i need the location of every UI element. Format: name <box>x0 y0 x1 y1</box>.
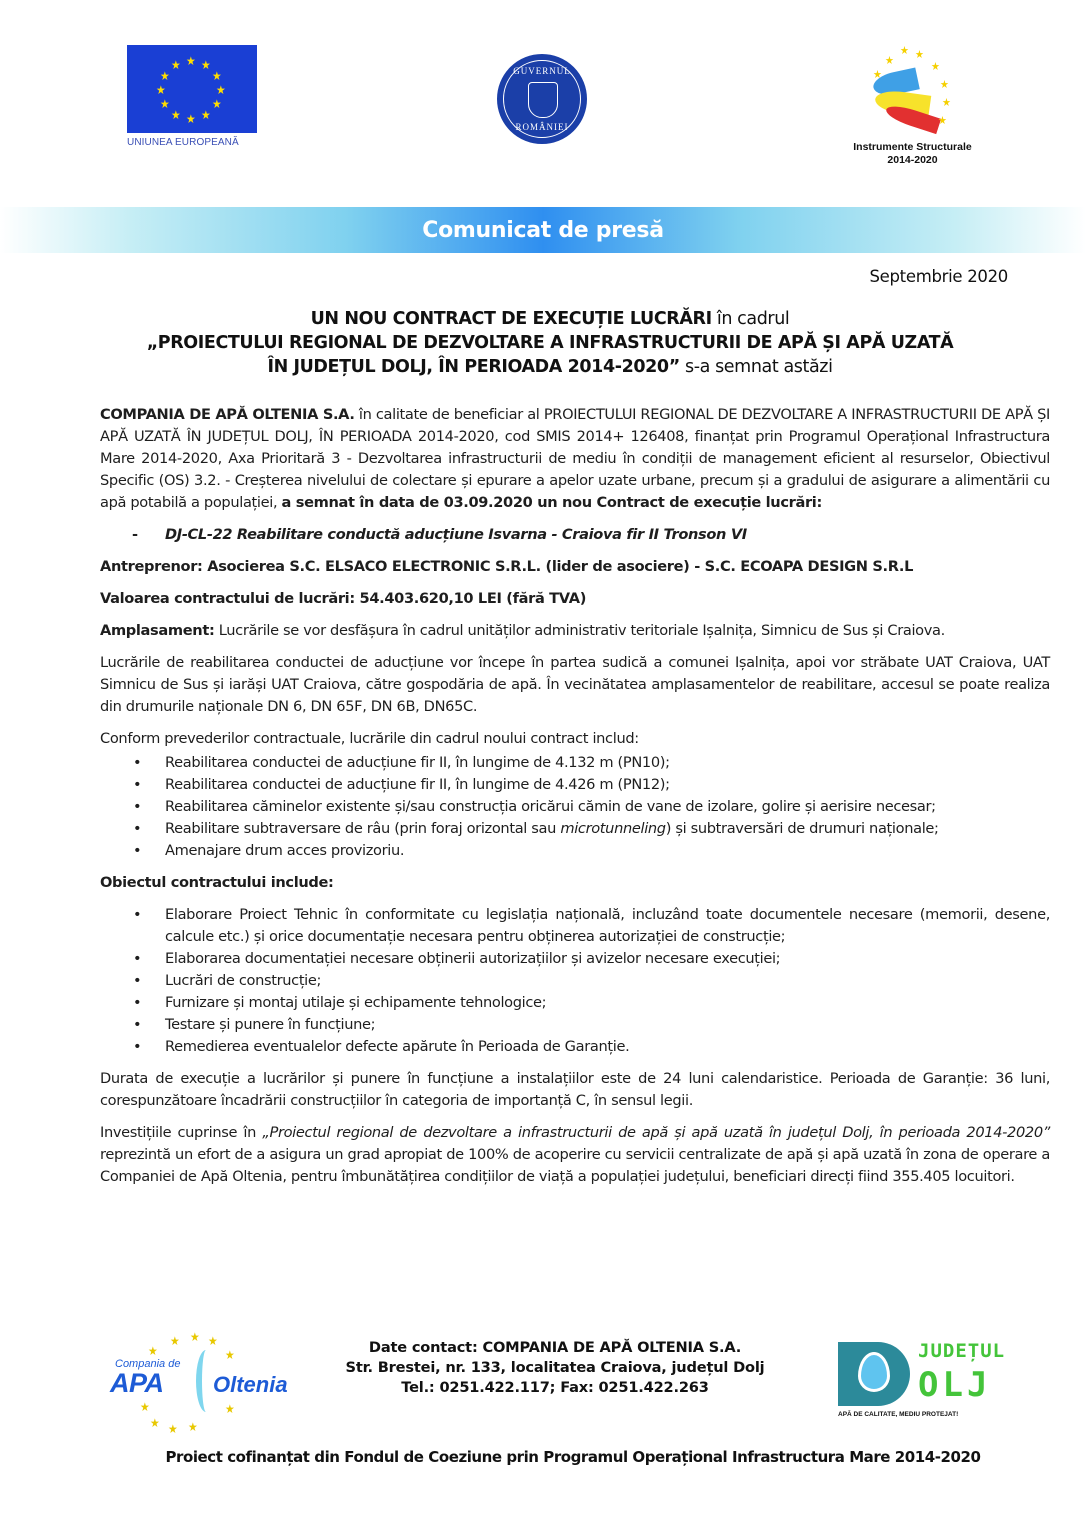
list-item: • Lucrări de construcție; <box>100 970 1050 992</box>
intro-paragraph: COMPANIA DE APĂ OLTENIA S.A. în calitate de beneficiar al PROIECTULUI REGIONAL DE DEZVOLTARE A INFRASTRUCTURII DE APĂ ȘI APĂ UZATĂ ÎN JUDEȚUL DOLJ, ÎN PERIOADA 2014-2020, cod SMIS 2014+ 126408, finanțat prin Programul Operațional Infrastructura Mare 2014-2020, Axa Prioritară 3 - Dezvoltarea infrastructurii de mediu în condiții de management eficient al resurselor, Obiectivul Specific (OS) 3.2. - Creșterea nivelului de colectare și epurare a apelor uzate urbane, precum și a gradului de asigurare a alimentării cu apă potabilă a populației, a semnat în data de 03.09.2020 un nou Contract de execuție lucrări: <box>100 406 1050 511</box>
eu-logo <box>127 45 257 150</box>
judetul-dolj-logo: JUDEȚUL OLJ APĂ DE CALITATE, MEDIU PROTEJAT! <box>838 1340 1006 1418</box>
list-item: • Reabilitarea conductei de aducțiune fir II, în lungime de 4.132 m (PN10); <box>100 752 1050 774</box>
works-list <box>100 752 1050 862</box>
contact-company: Date contact: COMPANIA DE APĂ OLTENIA S.A. <box>368 1339 742 1356</box>
press-release-banner <box>0 207 1086 253</box>
works-intro: Conform prevederilor contractuale, lucrările din cadrul noului contract includ: <box>100 730 639 747</box>
instrumente-structurale-logo <box>845 42 980 182</box>
list-item: • Amenajare drum acces provizoriu. <box>100 840 1050 862</box>
cofinance-note: Proiect cofinanțat din Fondul de Coeziune prin Programul Operațional Infrastructura Mare 2014-2020 <box>165 1448 981 1466</box>
headline: UN NOU CONTRACT DE EXECUȚIE LUCRĂRI în cadrul „PROIECTULUI REGIONAL DE DEZVOLTARE A INFRASTRUCTURII DE APĂ ȘI APĂ UZATĂ ÎN JUDEȚUL DOLJ, ÎN PERIOADA 2014-2020” s-a semnat astăzi <box>146 309 954 377</box>
contract-item: - DJ-CL-22 Reabilitare conductă aducțiune Isvarna - Craiova fir II Tronson VI <box>100 524 1050 546</box>
apa-oltenia-logo: ★ ★ ★ ★ ★ ★ ★ ★ ★ ★ Compania de APA Oltenia <box>110 1330 288 1436</box>
gov-seal-top-text: GUVERNUL <box>513 66 571 76</box>
government-logo <box>497 54 587 144</box>
eu-caption: UNIUNEA EUROPEANĂ <box>127 137 239 148</box>
route-paragraph: Lucrările de reabilitarea conductei de aducțiune vor începe în partea sudică a comunei Ișalnița, apoi vor străbate UAT Craiova, UAT Simnicu de Sus și iarăși UAT Craiova, către gospodăria de apă. În vecinătatea amplasamentelor de reabilitare, accesul se poate realiza din drumurile naționale DN 6, DN 65F, DN 6B, DN65C. <box>100 654 1050 715</box>
banner-title: Comunicat de presă <box>422 217 664 243</box>
eu-flag-icon: ★ ★ ★ ★ ★ ★ ★ ★ ★ ★ ★ ★ <box>127 45 257 133</box>
water-drop-icon <box>858 1352 890 1392</box>
duration-paragraph: Durata de execuție a lucrărilor și punere în funcțiune a instalațiilor este de 24 luni calendaristice. Perioada de Garanție: 36 luni, corespunzătoare încadrării construcțiilor în categoria de importanță C, în sensul legii. <box>100 1070 1050 1109</box>
article-body <box>100 404 1050 1198</box>
publication-date: Septembrie 2020 <box>869 267 1008 286</box>
contact-phone: Tel.: 0251.422.117; Fax: 0251.422.263 <box>401 1379 709 1396</box>
instrumente-structurale-caption: Instrumente Structurale 2014-2020 <box>853 141 972 166</box>
list-item: • Reabilitarea conductei de aducțiune fir II, în lungime de 4.426 m (PN12); <box>100 774 1050 796</box>
list-item: • Elaborarea documentației necesare obținerii autorizațiilor și avizelor necesare execuției; <box>100 948 1050 970</box>
list-item: • Furnizare și montaj utilaje și echipamente tehnologice; <box>100 992 1050 1014</box>
romanian-coat-of-arms-icon <box>497 54 587 144</box>
object-list <box>100 904 1050 1058</box>
contact-info <box>320 1338 790 1398</box>
list-item: • Reabilitare subtraversare de râu (prin foraj orizontal sau microtunneling) și subtraversări de drumuri naționale; <box>100 818 1050 840</box>
gov-seal-bottom-text: ROMÂNIEI <box>515 122 569 132</box>
object-title: Obiectul contractului include: <box>100 874 334 891</box>
list-item: • Remedierea eventualelor defecte apărute în Perioada de Garanție. <box>100 1036 1050 1058</box>
location-line: Amplasament: Lucrările se vor desfășura în cadrul unităților administrativ teritoriale Ișalnița, Simnicu de Sus și Craiova. <box>100 622 945 639</box>
list-item: • Testare și punere în funcțiune; <box>100 1014 1050 1036</box>
investment-paragraph: Investițiile cuprinse în „Proiectul regional de dezvoltare a infrastructurii de apă și apă uzată în județul Dolj, în perioada 2014-2020” reprezintă un efort de a asigura un grad apropiat de 100% de acoperire cu servicii centralizate de apă și apă uzată în zona de operare a Companiei de Apă Oltenia, pentru îmbunătățirea condițiilor de viață a populației județului, beneficiari direcți fiind 355.405 locuitori. <box>100 1124 1050 1185</box>
contract-value-line: Valoarea contractului de lucrări: 54.403.620,10 LEI (fără TVA) <box>100 590 587 607</box>
list-item: • Elaborare Proiect Tehnic în conformitate cu legislația națională, incluzând toate documentele necesare (memorii, desene, calcule etc.) și orice documentație necesara pentru obținerea autorizației de construcție; <box>100 904 1050 948</box>
list-item: • Reabilitarea căminelor existente și/sau construcția oricărui cămin de vane de izolare, golire și aerisire necesar; <box>100 796 1050 818</box>
contact-address: Str. Brestei, nr. 133, localitatea Craiova, județul Dolj <box>345 1359 765 1376</box>
contractor-line: Antreprenor: Asocierea S.C. ELSACO ELECTRONIC S.R.L. (lider de asociere) - S.C. ECOAPA DESIGN S.R.L <box>100 558 914 575</box>
instrumente-structurale-icon: ★ ★ ★ ★ ★ ★ ★ ★ <box>845 42 980 137</box>
